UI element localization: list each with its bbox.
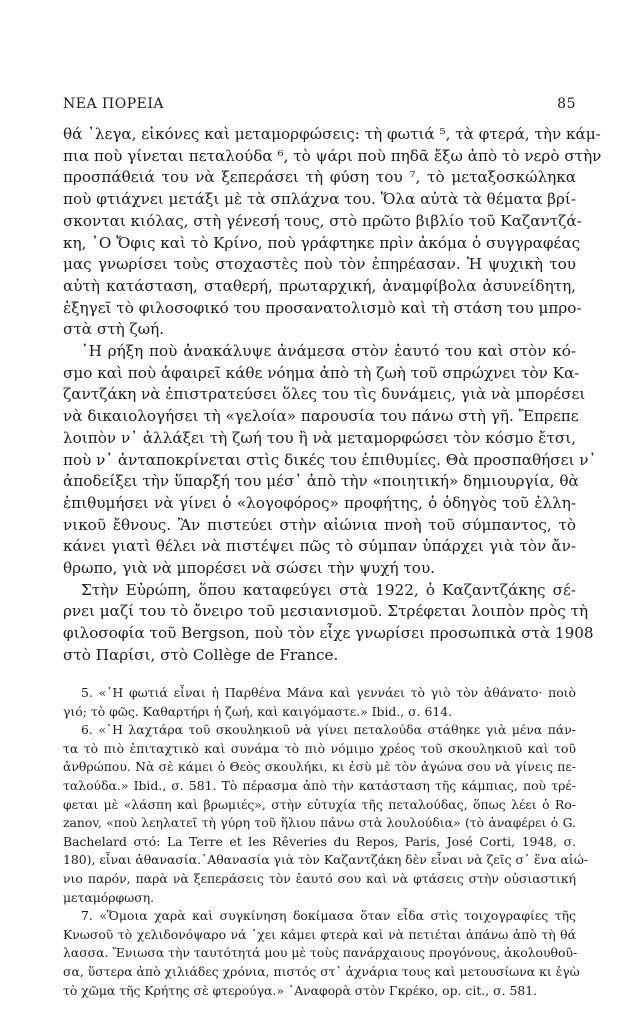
footnote-line: σα, ὕστερα ἀπὸ χιλιάδες χρόνια, πιστός στ᾽ ἀχνάρια τους καὶ μετουσίωνα κι ἐγὼ	[63, 963, 580, 979]
footnote-line: μεταμόρφωση.	[63, 889, 155, 905]
footnote-line: ταλούδα.» Ibid., σ. 581. Τὸ πέρασμα ἀπὸ τὴν κατάσταση τῆς κάμπιας, ποὺ τρέ-	[63, 777, 576, 793]
footnote-line: Bachelard στό: La Terre et les Rêveries du Repos, Paris, José Corti, 1948, σ.	[63, 833, 576, 849]
body-line: στὰ στὴ ζωή.	[63, 320, 165, 339]
footnote-line: Κνωσοῦ τὸ χελιδονόψαρο νά ᾽χει κάμει φτερὰ καὶ νὰ πετιέται ἀπάνω ἀπὸ τὴ θά	[63, 926, 576, 942]
page-number: 85	[557, 96, 576, 112]
page-header	[63, 96, 576, 116]
footnote-line: ἀνθρώπου. Νὰ σὲ κάμει ὁ Θεὸς σκουλήκι, κι ἐσὺ μὲ τὸν ἀγώνα σου νὰ γίνεις πε-	[63, 759, 576, 775]
body-line: σκονται κιόλας, στὴ γένεσή τους, στὸ πρῶτο βιβλίο τοῦ Καζαντζά-	[63, 211, 582, 230]
footnote-line: 180), εἶναι ἀθανασία.᾽Αθανασία γιὰ τὸν Καζαντζάκη δὲν εἶναι νὰ ζεῖς σ᾽ ἕνα αἰώ-	[63, 852, 589, 868]
running-head: ΝΕΑ ΠΟΡΕΙΑ	[63, 96, 164, 112]
body-line: ρνει μαζί του τὸ ὄνειρο τοῦ μεσιανισμοῦ. Στρέφεται λοιπὸν πρὸς τὴ	[63, 602, 589, 621]
body-line: θρωπο, γιὰ νὰ μπορέσει νὰ σώσει τὴν ψυχή του.	[63, 559, 436, 578]
body-line: νὰ δικαιολογήσει τὴ «γελοία» παρουσία του πάνω στὴ γῆ. Ἔπρεπε	[63, 407, 579, 426]
footnotes	[63, 684, 589, 1000]
body-line: σμο καὶ ποὺ ἀφαιρεῖ κάθε νόημα ἀπὸ τὴ ζωὴ τοῦ σπρώχνει τὸν Κα-	[63, 363, 580, 382]
body-line: λοιπὸν ν᾽ ἀλλάξει τὴ ζωή του ἢ νὰ μεταμορφώσει τὸν κόσμο ἔτσι,	[63, 428, 576, 447]
body-line: προσπάθειά του νὰ ξεπεράσει τὴ φύση του ⁷, τὸ μεταξοσκώληκα	[63, 168, 576, 187]
body-line: ζαντζάκη νὰ ἐπιστρατεύσει ὅλες του τὶς δυνάμεις, γιὰ νὰ μπορέσει	[63, 385, 586, 404]
footnote-line: 7. «Ὅμοια χαρὰ καὶ συγκίνηση δοκίμασα ὅταν εἶδα στὶς τοιχογραφίες τῆς	[81, 908, 576, 924]
body-line: κη, ῾Ο Ὄφις καὶ τὸ Κρίνο, ποὺ γράφτηκε πρὶν ἀκόμα ὁ συγγραφέας	[63, 233, 581, 252]
body-line: ποὺ ν᾽ ἀνταποκρίνεται στὶς δικές του ἐπιθυμίες. Θὰ προσπαθήσει ν᾽	[63, 450, 597, 469]
body-line: ἐξηγεῖ τὸ φιλοσοφικό του προσανατολισμὸ καὶ τὴ στάση του μπρο-	[63, 298, 582, 317]
body-line: ἀποδείξει τὴν ὕπαρξή του μέσ᾽ ἀπὸ τὴν «ποιητική» δημιουργία, θὰ	[63, 472, 579, 491]
main-text	[63, 124, 602, 667]
body-line: αὐτὴ κατάσταση, σταθερή, πρωταρχική, ἀναμφίβολα ἀσυνείδητη,	[63, 276, 576, 295]
footnote-line: zanov, «ποὺ λεηλατεῖ τὴ γύρη τοῦ ἥλιου πάνω στὰ λουλούδια» (τὸ ἀναφέρει ὁ G.	[63, 815, 576, 831]
body-line: στὸ Παρίσι, στὸ Collège de France.	[63, 645, 339, 664]
body-line: νικοῦ ἔθνους. Ἂν πιστεύει στὴν αἰώνια πνοὴ τοῦ σύμπαντος, τὸ	[63, 515, 576, 534]
body-line: Στὴν Εὐρώπη, ὅπου καταφεύγει στὰ 1922, ὁ Καζαντζάκης σέ-	[81, 580, 576, 599]
footnote-line: φεται μὲ «λάσπη καὶ βρωμιές», στὴν εὐτυχία τῆς πεταλούδας, ὅπως λέει ὁ Ro-	[63, 796, 576, 812]
footnote-line: λασσα. Ἔνιωσα τὴν ταυτότητά μου μὲ τοὺς πανάρχαιους προγόνους, ἀκολουθοῦ-	[63, 945, 578, 961]
footnote-line: τὸ χῶμα τῆς Κρήτης σὲ φτερούγα.» ᾽Αναφορὰ στὸν Γκρέκο, op. cit., σ. 581.	[63, 982, 538, 998]
body-line: ἐπιθυμήσει νὰ γίνει ὁ «λογοφόρος» προφήτης, ὁ ὁδηγὸς τοῦ ἑλλη-	[63, 493, 576, 512]
footnote-line: νιο παρόν, παρὰ νὰ ξεπεράσεις τὸν ἑαυτό σου καὶ νὰ φτάσεις στὴν οὐσιαστική	[63, 870, 576, 886]
footnote-line: τα τὸ πιὸ ἐπιταχτικὸ καὶ συνάμα τὸ πιὸ νόμιμο χρέος τοῦ σκουληκιοῦ καὶ τοῦ	[63, 740, 576, 756]
body-line: πια ποὺ γίνεται πεταλούδα ⁶, τὸ ψάρι ποὺ πηδᾶ ἔξω ἀπὸ τὸ νερὸ στὴν	[63, 146, 602, 165]
body-line: ποὺ φτιάχνει μετάξι μὲ τὰ σπλάχνα του. Ὅλα αὐτὰ τὰ θέματα βρί-	[63, 190, 576, 209]
body-line: θά ᾽λεγα, εἰκόνες καὶ μεταμορφώσεις: τὴ φωτιά ⁵, τὰ φτερά, τὴν κάμ-	[63, 125, 601, 143]
footnote-line: 6. «῾Η λαχτάρα τοῦ σκουληκιοῦ νὰ γίνει πεταλούδα στάθηκε γιὰ μένα πάν-	[81, 722, 576, 738]
footnote-line: 5. «῾Η φωτιά εἶναι ἡ Παρθένα Μάνα καὶ γεννάει τὸ γιὸ τὸν ἀθάνατο· ποιὸ	[81, 685, 576, 700]
footnote-line: γιό; τὸ φῶς. Καθαρτήρι ἡ ζωή, καὶ καιγόμαστε.» Ibid., σ. 614.	[63, 703, 453, 719]
body-line: κάνει γιατὶ θέλει νὰ πιστέψει πῶς τὸ σύμπαν ὑπάρχει γιὰ τὸν ἄν-	[63, 537, 576, 556]
body-line: μας γνωρίσει τοὺς στοχαστὲς ποὺ τὸν ἐπηρέασαν. Ἡ ψυχικὴ του	[63, 255, 576, 274]
body-line: φιλοσοφία τοῦ Bergson, ποὺ τὸν εἶχε γνωρίσει προσωπικὰ στὰ 1908	[63, 624, 594, 643]
body-line: ῾Η ρήξη ποὺ ἀνακάλυψε ἀνάμεσα στὸν ἑαυτό του καὶ στὸν κό-	[81, 342, 576, 361]
